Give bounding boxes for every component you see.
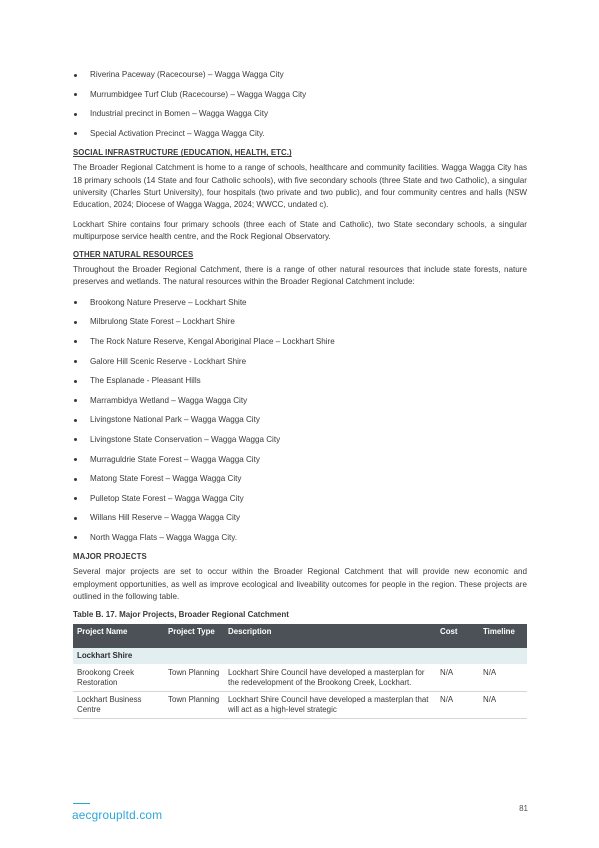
table-cell: Lockhart Shire Council have developed a masterplan that will act as a high-level strategic xyxy=(224,692,436,719)
list-item: Marrambidya Wetland – Wagga Wagga City xyxy=(73,396,527,406)
table-caption: Table B. 17. Major Projects, Broader Regional Catchment xyxy=(73,610,289,620)
column-header: Cost xyxy=(436,624,479,648)
facilities-list xyxy=(73,70,527,139)
column-header: Timeline xyxy=(479,624,527,648)
social-paragraph-2: Lockhart Shire contains four primary schools (three each of State and Catholic), two State secondary schools, a singular multipurpose service health centre, and the Rock Regional Observatory. xyxy=(73,219,527,241)
section-heading-natural: OTHER NATURAL RESOURCES xyxy=(73,250,194,260)
natural-resources-list xyxy=(73,298,527,543)
list-item: Murrumbidgee Turf Club (Racecourse) – Wagga Wagga City xyxy=(73,90,527,100)
table-cell: N/A xyxy=(436,665,479,692)
list-item: Matong State Forest – Wagga Wagga City xyxy=(73,474,527,484)
list-item: North Wagga Flats – Wagga Wagga City. xyxy=(73,533,527,543)
list-item: Pulletop State Forest – Wagga Wagga City xyxy=(73,494,527,504)
table-row xyxy=(73,692,527,719)
list-item: Galore Hill Scenic Reserve - Lockhart Shire xyxy=(73,357,527,367)
list-item: Murraguldrie State Forest – Wagga Wagga City xyxy=(73,455,527,465)
social-paragraph-1: The Broader Regional Catchment is home to a range of schools, healthcare and community facilities. Wagga Wagga City has 18 primary schools (14 State and four Catholic schools), with five secondary schools (three State and two Catholic), a singular university (Charles Sturt University), four hospitals (two private and two public), and four community centres and halls (NSW Education, 2024; Diocese of Wagga Wagga, 2024; WWCC, undated c). xyxy=(73,163,527,210)
page-number: 81 xyxy=(519,804,528,813)
list-item: Willans Hill Reserve – Wagga Wagga City xyxy=(73,513,527,523)
table-cell: N/A xyxy=(479,665,527,692)
table-cell: Lockhart Shire Council have developed a masterplan for the redevelopment of the Brookong Creek, Lockhart. xyxy=(224,665,436,692)
table-cell: N/A xyxy=(479,692,527,719)
page-content xyxy=(73,70,527,719)
group-label: Lockhart Shire xyxy=(73,648,527,665)
footer-logo[interactable]: aecgroupltd.com xyxy=(72,808,163,822)
major-projects-table xyxy=(73,624,527,719)
section-heading-major-projects: MAJOR PROJECTS xyxy=(73,552,147,562)
table-header-row xyxy=(73,624,527,648)
list-item: Riverina Paceway (Racecourse) – Wagga Wagga City xyxy=(73,70,527,80)
table-cell: Brookong Creek Restoration xyxy=(73,665,164,692)
column-header: Project Type xyxy=(164,624,224,648)
list-item: The Esplanade - Pleasant Hills xyxy=(73,376,527,386)
list-item: Livingstone National Park – Wagga Wagga City xyxy=(73,415,527,425)
table-row xyxy=(73,665,527,692)
list-item: The Rock Nature Reserve, Kengal Aboriginal Place – Lockhart Shire xyxy=(73,337,527,347)
table-cell: Town Planning xyxy=(164,692,224,719)
table-group-row xyxy=(73,648,527,665)
column-header: Project Name xyxy=(73,624,164,648)
major-projects-paragraph: Several major projects are set to occur within the Broader Regional Catchment that will provide new economic and employment opportunities, as well as improve ecological and liveability outcomes for people in the region. These projects are outlined in the following table. xyxy=(73,567,527,602)
list-item: Milbrulong State Forest – Lockhart Shire xyxy=(73,317,527,327)
list-item: Special Activation Precinct – Wagga Wagga City. xyxy=(73,129,527,139)
list-item: Livingstone State Conservation – Wagga Wagga City xyxy=(73,435,527,445)
table-cell: N/A xyxy=(436,692,479,719)
list-item: Brookong Nature Preserve – Lockhart Shite xyxy=(73,298,527,308)
section-heading-social: SOCIAL INFRASTRUCTURE (EDUCATION, HEALTH, ETC.) xyxy=(73,148,292,158)
column-header: Description xyxy=(224,624,436,648)
footer-accent-line xyxy=(73,803,90,804)
natural-paragraph: Throughout the Broader Regional Catchment, there is a range of other natural resources that include state forests, nature preserves and wetlands. The natural resources within the Broader Regional Catchment include: xyxy=(73,265,527,287)
table-cell: Lockhart Business Centre xyxy=(73,692,164,719)
list-item: Industrial precinct in Bomen – Wagga Wagga City xyxy=(73,109,527,119)
table-cell: Town Planning xyxy=(164,665,224,692)
